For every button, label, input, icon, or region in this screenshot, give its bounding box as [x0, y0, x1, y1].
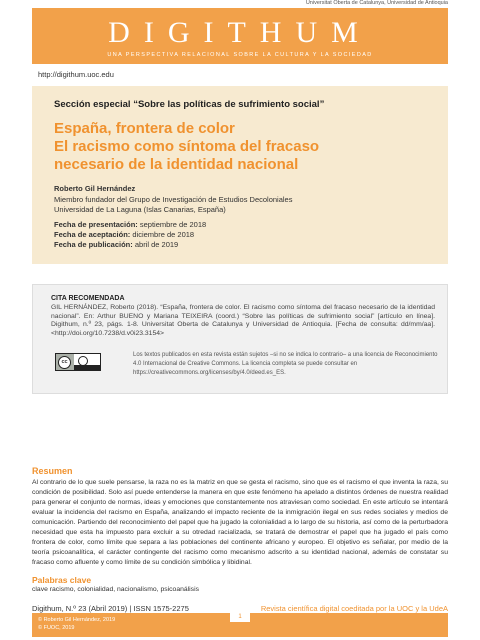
abstract-text: Al contrario de lo que suele pensarse, la raza no es la matriz en que se gesta el racismo, sino que es el racismo el que inventa la raza, su condición de posibilidad. Solo así puede entenderse la manera en que este fenómeno ha apelado a distintos órdenes de nuestra realidad para generar el conjunto de normas, ideas y emociones que constantemente nos atraviesan como sociedad. En este artículo se intentará evaluar la incidencia del racismo en España, analizando el impacto reciente de la inmigración ilegal en sus redes sociales y medios de comunicación. Partiendo del reconocimiento del papel que ha jugado la colonialidad a lo largo de su historia, así como de la perturbadora necesidad que esta ha impuesto para excluir a su otredad racializada, se tratará de demostrar el papel que ha jugado el país como frontera de color, como límite que separa a las poblaciones del continente africano y europeo. El objetivo es señalar, por medio de la teoría psicoanalítica, el carácter contingente del racismo como mecanismo adscrito a su identidad nacional, además de constatar su fracaso como afluente y como límite de su condición simbólica y libidinal.: [32, 479, 448, 566]
article-front-box: [32, 86, 448, 264]
section-title: Sección especial “Sobre las políticas de sufrimiento social”: [54, 99, 325, 110]
keywords-heading: Palabras clave: [32, 575, 92, 585]
footer-issue: [32, 604, 189, 613]
footer-bar: [32, 613, 448, 637]
license-text: Los textos publicados en esta revista están sujetos –si no se indica lo contrario– a una licencia de Reconocimiento 4.0 Internacional de Creative Commons. La licencia completa se puede consultar en https://creativecommons.org/licenses/by/4.0/deed.es_ES.: [133, 352, 438, 376]
university-header: Universitat Oberta de Catalunya, Universidad de Antioquia: [305, 0, 448, 6]
page-number: 1: [230, 613, 250, 622]
issn-text: ISSN 1575-2275: [133, 604, 189, 613]
journal-tagline: UNA PERSPECTIVA RELACIONAL SOBRE LA CULTURA Y LA SOCIEDAD: [107, 52, 373, 58]
journal-logo: DIGITHUM: [108, 16, 372, 49]
article-title-line: España, frontera de color: [54, 120, 235, 137]
citation-text: GIL HERNÁNDEZ, Roberto (2018). “España, frontera de color. El racismo como síntoma del fracaso necesario de la identidad nacional”. En: Arthur BUENO y Mariana TEIXEIRA (coord.) “Sobre las políticas de sufrimiento social” [artículo en línea]. Digithum, n.º 23, págs. 1-8. Universitat Oberta de Catalunya y Universidad de Antioquia. [Fecha de consulta: dd/mm/aa]. <http://doi.org/10.7238/d.v0i23.3154>: [51, 304, 435, 337]
date-value: abril de 2019: [134, 240, 179, 249]
copyright-author: © Roberto Gil Hernández, 2019: [38, 617, 116, 623]
date-value: diciembre de 2018: [132, 230, 195, 239]
journal-banner: [32, 8, 448, 64]
author-affiliation: [54, 195, 292, 215]
date-value: septiembre de 2018: [139, 220, 207, 229]
article-title-line: El racismo como síntoma del fracaso: [54, 138, 320, 155]
date-label: Fecha de presentación:: [54, 220, 138, 229]
date-label: Fecha de publicación:: [54, 240, 133, 249]
cc-by-license-icon[interactable]: [55, 353, 101, 371]
article-title: [54, 120, 319, 174]
affiliation-line: Universidad de La Laguna (Islas Canarias, España): [54, 205, 226, 214]
cc-badge-label: cc: [58, 356, 71, 369]
article-title-line: necesario de la identidad nacional: [54, 156, 299, 173]
journal-url-link[interactable]: http://digithum.uoc.edu: [38, 70, 114, 79]
date-row: [54, 220, 206, 230]
abstract-heading: Resumen: [32, 466, 73, 476]
copyright-fuoc: © FUOC, 2019: [38, 625, 75, 631]
footer-journal: Revista científica digital coeditada por la UOC y la UdeA: [260, 604, 448, 613]
affiliation-line: Miembro fundador del Grupo de Investigación de Estudios Decoloniales: [54, 195, 293, 204]
date-row: [54, 240, 206, 250]
citation-heading: CITA RECOMENDADA: [51, 295, 125, 302]
issue-text: Digithum, N.º 23 (Abril 2019) |: [32, 604, 134, 613]
keywords-text: clave racismo, colonialidad, nacionalismo, psicoanálisis: [32, 586, 199, 593]
date-row: [54, 230, 206, 240]
author-name: Roberto Gil Hernández: [54, 184, 136, 193]
date-label: Fecha de aceptación:: [54, 230, 131, 239]
article-dates: [54, 220, 206, 250]
citation-box: [32, 284, 448, 394]
